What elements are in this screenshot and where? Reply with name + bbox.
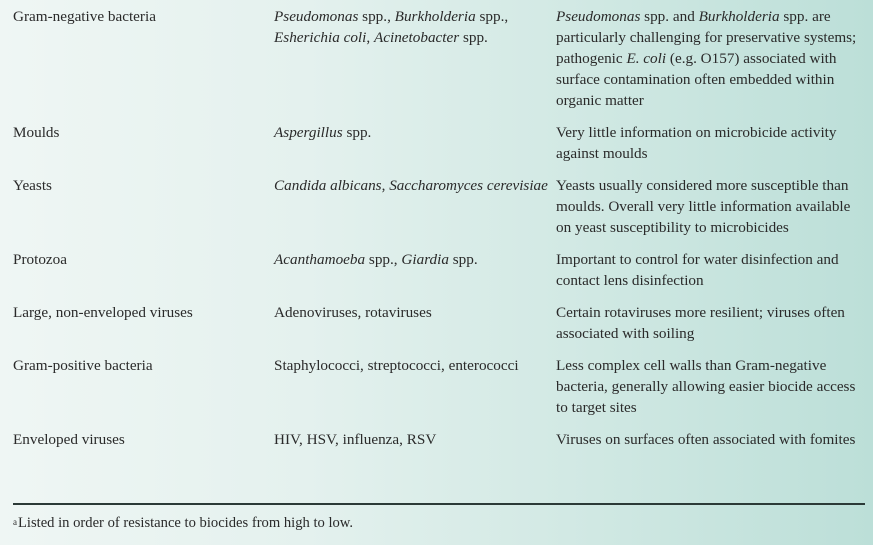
organism-group-cell: Protozoa	[13, 251, 67, 268]
organism-group-cell: Large, non-enveloped viruses	[13, 304, 193, 321]
text-segment: spp.	[342, 124, 372, 141]
text-segment: (e.g. O157) associated with surface contamination often embedded within organic matter	[556, 50, 837, 109]
italic-text-segment: Pseudomonas	[274, 8, 359, 25]
italic-text-segment: Acanthamoeba	[274, 251, 366, 268]
text-segment: spp.,	[365, 251, 402, 268]
text-segment: ,	[366, 29, 374, 46]
text-segment: spp.	[459, 29, 488, 46]
table-row	[13, 6, 873, 111]
italic-text-segment: Burkholderia	[698, 8, 780, 25]
table-row	[13, 429, 873, 450]
table-row	[13, 302, 873, 344]
text-segment: Important to control for water disinfection and contact lens disinfection	[556, 251, 839, 289]
examples-cell	[274, 175, 556, 238]
italic-text-segment: Giardia	[401, 251, 449, 268]
text-segment: spp. are particularly challenging for preservative systems; pathogenic	[556, 8, 857, 67]
text-segment: spp.,	[475, 8, 509, 25]
organism-table	[13, 6, 873, 450]
examples-cell	[274, 122, 556, 164]
comments-cell	[556, 175, 866, 238]
comments-cell	[556, 249, 866, 291]
text-segment: spp.	[448, 251, 478, 268]
italic-text-segment: Burkholderia	[394, 8, 476, 25]
text-segment: spp.,	[358, 8, 395, 25]
examples-cell	[274, 302, 556, 344]
table-row	[13, 175, 873, 238]
italic-text-segment: Candida albicans	[274, 177, 382, 194]
comments-cell	[556, 429, 866, 450]
italic-text-segment: Saccharomyces cerevisiae	[389, 177, 548, 194]
organism-group-cell: Yeasts	[13, 177, 52, 194]
examples-cell	[274, 249, 556, 291]
comments-cell	[556, 302, 866, 344]
text-segment: Less complex cell walls than Gram-negative bacteria, generally allowing easier biocide access to target sites	[556, 357, 856, 416]
text-segment: ,	[381, 177, 390, 194]
comments-cell	[556, 6, 866, 111]
text-segment: Adenoviruses, rotaviruses	[274, 304, 432, 321]
comments-cell	[556, 122, 866, 164]
organism-group-cell: Gram-negative bacteria	[13, 8, 156, 25]
italic-text-segment: Esherichia coli	[274, 29, 367, 46]
text-segment: Certain rotaviruses more resilient; viruses often associated with soiling	[556, 304, 845, 342]
italic-text-segment: Pseudomonas	[556, 8, 641, 25]
table-row	[13, 355, 873, 418]
italic-text-segment: Acinetobacter	[373, 29, 460, 46]
organism-group-cell: Enveloped viruses	[13, 431, 125, 448]
text-segment: Viruses on surfaces often associated with fomites	[556, 431, 856, 448]
table-bottom-rule	[13, 503, 865, 505]
footnote-text: Listed in order of resistance to biocides from high to low.	[18, 515, 354, 531]
text-segment: Very little information on microbicide activity against moulds	[556, 124, 837, 162]
examples-cell	[274, 429, 556, 450]
comments-cell	[556, 355, 866, 418]
footnote-marker: a	[13, 517, 17, 527]
examples-cell	[274, 355, 556, 418]
text-segment: Staphylococci, streptococci, enterococci	[274, 357, 519, 374]
text-segment: spp. and	[640, 8, 699, 25]
text-segment: HIV, HSV, influenza, RSV	[274, 431, 437, 448]
table-row	[13, 122, 873, 164]
organism-group-cell: Gram-positive bacteria	[13, 357, 153, 374]
table-row	[13, 249, 873, 291]
table-footnote	[13, 513, 353, 533]
text-segment: Yeasts usually considered more susceptible than moulds. Overall very little information available on yeast susceptibility to microbicides	[556, 177, 851, 236]
examples-cell	[274, 6, 556, 111]
italic-text-segment: E. coli	[626, 50, 667, 67]
organism-group-cell: Moulds	[13, 124, 60, 141]
italic-text-segment: Aspergillus	[274, 124, 343, 141]
